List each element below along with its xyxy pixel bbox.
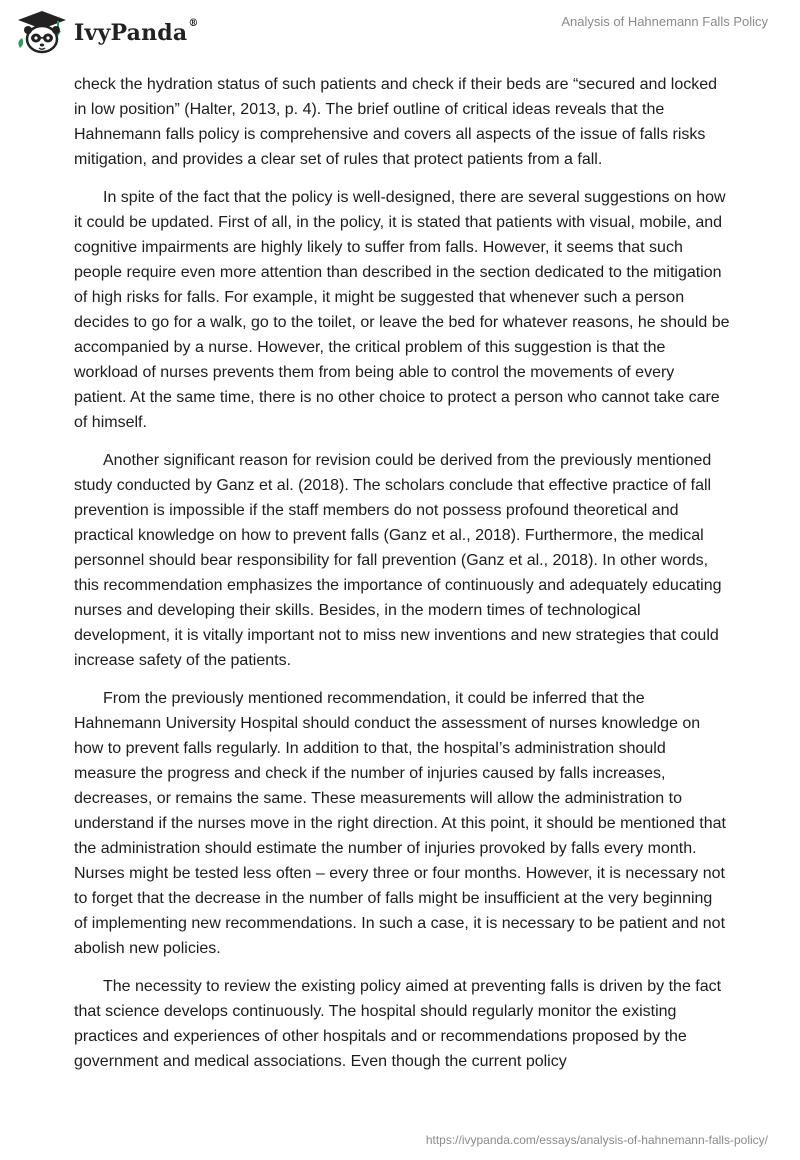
- paragraph: check the hydration status of such patients and check if their beds are “secured and locked in low position” (Halter, 2013, p. 4). The brief outline of critical ideas reveals that the Hahnemann falls policy is comprehensive and covers all aspects of the issue of falls risks mitigation, and provides a clear set of rules that protect patients from a fall.: [74, 76, 718, 168]
- essay-body: [74, 72, 730, 1087]
- paragraph: In spite of the fact that the policy is well-designed, there are several suggestions on how it could be updated. First of all, in the policy, it is stated that patients with visual, mobile, and cognitive impairments are highly likely to suffer from falls. However, it seems that such people require even more attention than described in the section dedicated to the mitigation of high risks for falls. For example, it might be suggested that whenever such a person decides to go for a walk, go to the toilet, or leave the bed for whatever reasons, he should be accompanied by a nurse. However, the critical problem of this suggestion is that the workload of nurses prevents them from being able to control the movements of every patient. At the same time, there is no other choice to protect a person who cannot take care of himself.: [74, 189, 730, 431]
- paragraph: The necessity to review the existing policy aimed at preventing falls is driven by the fact that science develops continuously. The hospital should regularly monitor the existing practices and experiences of other hospitals and or recommendations proposed by the government and medical associations. Even though the current policy: [74, 978, 722, 1070]
- source-url[interactable]: https://ivypanda.com/essays/analysis-of-hahnemann-falls-policy/: [425, 1133, 768, 1147]
- page-header: [0, 0, 800, 70]
- brand-logo[interactable]: [14, 8, 199, 56]
- panda-logo-icon: [14, 8, 70, 56]
- paragraph: Another significant reason for revision could be derived from the previously mentioned study conducted by Ganz et al. (2018). The scholars conclude that effective practice of fall prevention is impossible if the staff members do not possess profound theoretical and practical knowledge on how to prevent falls (Ganz et al., 2018). Furthermore, the medical personnel should bear responsibility for fall prevention (Ganz et al., 2018). In other words, this recommendation emphasizes the importance of continuously and adequately educating nurses and developing their skills. Besides, in the modern times of technological development, it is vitally important not to miss new inventions and new strategies that could increase safety of the patients.: [74, 452, 722, 669]
- brand-name: IvyPanda®: [74, 18, 199, 46]
- paragraph: From the previously mentioned recommendation, it could be inferred that the Hahnemann University Hospital should conduct the assessment of nurses knowledge on how to prevent falls regularly. In addition to that, the hospital’s administration should measure the progress and check if the number of injuries caused by falls increases, decreases, or remains the same. These measurements will allow the administration to understand if the nurses move in the right direction. At this point, it should be mentioned that the administration should estimate the number of injuries provoked by falls every month. Nurses might be tested less often – every three or four months. However, it is necessary not to forget that the decrease in the number of falls might be insufficient at the very beginning of implementing new recommendations. In such a case, it is necessary to be patient and not abolish new policies.: [74, 690, 726, 957]
- document-title: Analysis of Hahnemann Falls Policy: [561, 14, 768, 29]
